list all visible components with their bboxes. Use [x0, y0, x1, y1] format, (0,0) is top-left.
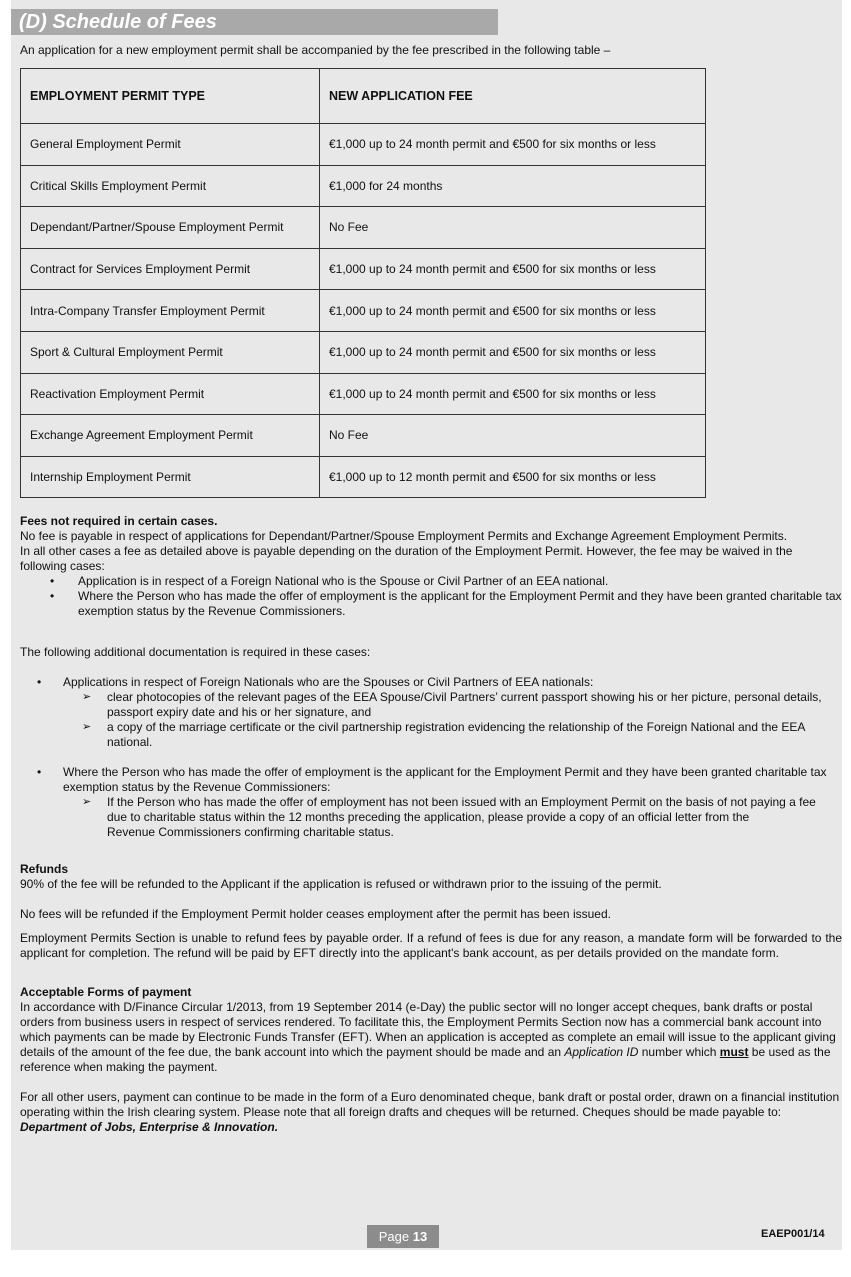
permit-type-cell: Dependant/Partner/Spouse Employment Permit [21, 207, 320, 249]
arrow-bullet-icon: ➢ [82, 691, 92, 703]
list-item-text: Where the Person who has made the offer of employment is the applicant for the Employment Permit and they have been granted charitable tax exemption status by the Revenue Commissioners. [78, 589, 842, 618]
arrow-bullet-icon: ➢ [82, 796, 92, 808]
table-row [21, 124, 706, 166]
table-row [21, 456, 706, 498]
fee-cell: No Fee [320, 207, 706, 249]
list-item [20, 675, 842, 690]
page-label: Page [378, 1229, 413, 1244]
paragraph: No fee is payable in respect of applications for Dependant/Partner/Spouse Employment Permits and Exchange Agreement Employment Permits. [20, 529, 788, 543]
payment-section [20, 985, 842, 1135]
list-item [20, 795, 842, 840]
payment-heading: Acceptable Forms of payment [20, 985, 192, 999]
list-item-text: Application is in respect of a Foreign National who is the Spouse or Civil Partner of an EEA national. [78, 574, 609, 588]
paragraph: No fees will be refunded if the Employment Permit holder ceases employment after the permit has been issued. [20, 907, 611, 921]
refunds-section [20, 862, 842, 961]
header-permit-type: EMPLOYMENT PERMIT TYPE [21, 69, 320, 124]
list-item-text: Where the Person who has made the offer of employment is the applicant for the Employment Permit and they have been granted charitable tax exemption status by the Revenue Commissioners: [63, 765, 827, 794]
text-run: For all other users, payment can continue to be made in the form of a Euro denominated cheque, bank draft or postal order, drawn on a financial institution operating within the Irish clearing system. Please note that all foreign drafts and cheques will be returned. Cheques should be made payable to: [20, 1090, 840, 1119]
additional-docs-section [20, 645, 842, 840]
fee-cell: No Fee [320, 415, 706, 457]
text-run: be used as the reference when making the payment. [20, 1045, 831, 1074]
text-run: In accordance with D/Finance Circular 1/2013, from 19 September 2014 (e-Day) the public sector will no longer accept cheques, bank drafts or postal orders from business users in respect of services rendered. To facilitate this, the Employment Permits Section now has a commercial bank account into which payments can be made by Electronic Funds Transfer (EFT). When an application is accepted as complete an email will issue to the applicant giving details of the amount of the fee due, the bank account into which the payment should be made and an [20, 1000, 836, 1059]
permit-type-cell: Critical Skills Employment Permit [21, 165, 320, 207]
permit-type-cell: Sport & Cultural Employment Permit [21, 331, 320, 373]
table-header-row [21, 69, 706, 124]
application-id-term: Application ID [564, 1045, 639, 1059]
table-row [21, 290, 706, 332]
header-application-fee: NEW APPLICATION FEE [320, 69, 706, 124]
permit-type-cell: Contract for Services Employment Permit [21, 248, 320, 290]
fee-cell: €1,000 up to 24 month permit and €500 for six months or less [320, 373, 706, 415]
permit-type-cell: Exchange Agreement Employment Permit [21, 415, 320, 457]
table-row [21, 331, 706, 373]
list-item [20, 690, 842, 720]
list-item-text: clear photocopies of the relevant pages of the EEA Spouse/Civil Partners’ current passport showing his or her picture, personal details, passport expiry date and his or her signature, and [107, 690, 822, 719]
list-item [20, 574, 842, 589]
paragraph: 90% of the fee will be refunded to the Applicant if the application is refused or withdrawn prior to the issuing of the permit. [20, 877, 662, 891]
bullet-icon: • [50, 589, 55, 603]
fees-not-required-section [20, 514, 842, 619]
permit-type-cell: Reactivation Employment Permit [21, 373, 320, 415]
intro-text: An application for a new employment permit shall be accompanied by the fee prescribed in the following table – [20, 43, 611, 57]
table-row [21, 373, 706, 415]
section-header-bar [11, 9, 498, 35]
permit-type-cell: Internship Employment Permit [21, 456, 320, 498]
list-item [20, 720, 842, 750]
department-name: Department of Jobs, Enterprise & Innovation. [20, 1120, 279, 1134]
must-emphasis: must [719, 1045, 749, 1059]
bullet-icon: • [37, 765, 42, 779]
list-item-text: a copy of the marriage certificate or the civil partnership registration evidencing the relationship of the Foreign National and the EEA national. [107, 720, 805, 749]
table-row [21, 415, 706, 457]
paragraph [20, 1000, 842, 1075]
permit-type-cell: General Employment Permit [21, 124, 320, 166]
additional-docs-lead: The following additional documentation is required in these cases: [20, 645, 371, 659]
table-row [21, 248, 706, 290]
list-item-text-continued: Revenue Commissioners confirming charitable status. [107, 825, 394, 839]
fee-cell: €1,000 up to 12 month permit and €500 for six months or less [320, 456, 706, 498]
paragraph: Employment Permits Section is unable to refund fees by payable order. If a refund of fees is due for any reason, a mandate form will be forwarded to the applicant for completion. The refund will be paid by EFT directly into the applicant's bank account, as per details provided on the mandate form. [20, 931, 842, 960]
permit-type-cell: Intra-Company Transfer Employment Permit [21, 290, 320, 332]
fee-cell: €1,000 up to 24 month permit and €500 for six months or less [320, 248, 706, 290]
fee-cell: €1,000 for 24 months [320, 165, 706, 207]
arrow-bullet-icon: ➢ [82, 721, 92, 733]
section-title: (D) Schedule of Fees [19, 11, 217, 33]
list-item [20, 589, 842, 619]
text-run: number which [638, 1045, 720, 1059]
fee-cell: €1,000 up to 24 month permit and €500 for six months or less [320, 331, 706, 373]
table-row [21, 165, 706, 207]
paragraph [20, 1090, 842, 1135]
refunds-heading: Refunds [20, 862, 68, 876]
fees-not-required-heading: Fees not required in certain cases. [20, 514, 218, 528]
table-row [21, 207, 706, 249]
paragraph: In all other cases a fee as detailed above is payable depending on the duration of the Employment Permit. However, the fee may be waived in the following cases: [20, 544, 793, 573]
bullet-icon: • [37, 675, 42, 689]
bullet-icon: • [50, 574, 55, 588]
list-item-text: If the Person who has made the offer of employment has not been issued with an Employment Permit on the basis of not paying a fee due to charitable status within the 12 months preceding the application, please provide a copy of an official letter from the [107, 795, 816, 824]
list-item [20, 765, 842, 795]
fees-table [20, 68, 706, 498]
list-item-text: Applications in respect of Foreign Nationals who are the Spouses or Civil Partners of EEA nationals: [63, 675, 594, 689]
page-number: 13 [412, 1229, 428, 1244]
document-code: EAEP001/14 [761, 1228, 825, 1240]
fee-cell: €1,000 up to 24 month permit and €500 for six months or less [320, 124, 706, 166]
page-number-badge [367, 1225, 439, 1248]
fee-cell: €1,000 up to 24 month permit and €500 for six months or less [320, 290, 706, 332]
